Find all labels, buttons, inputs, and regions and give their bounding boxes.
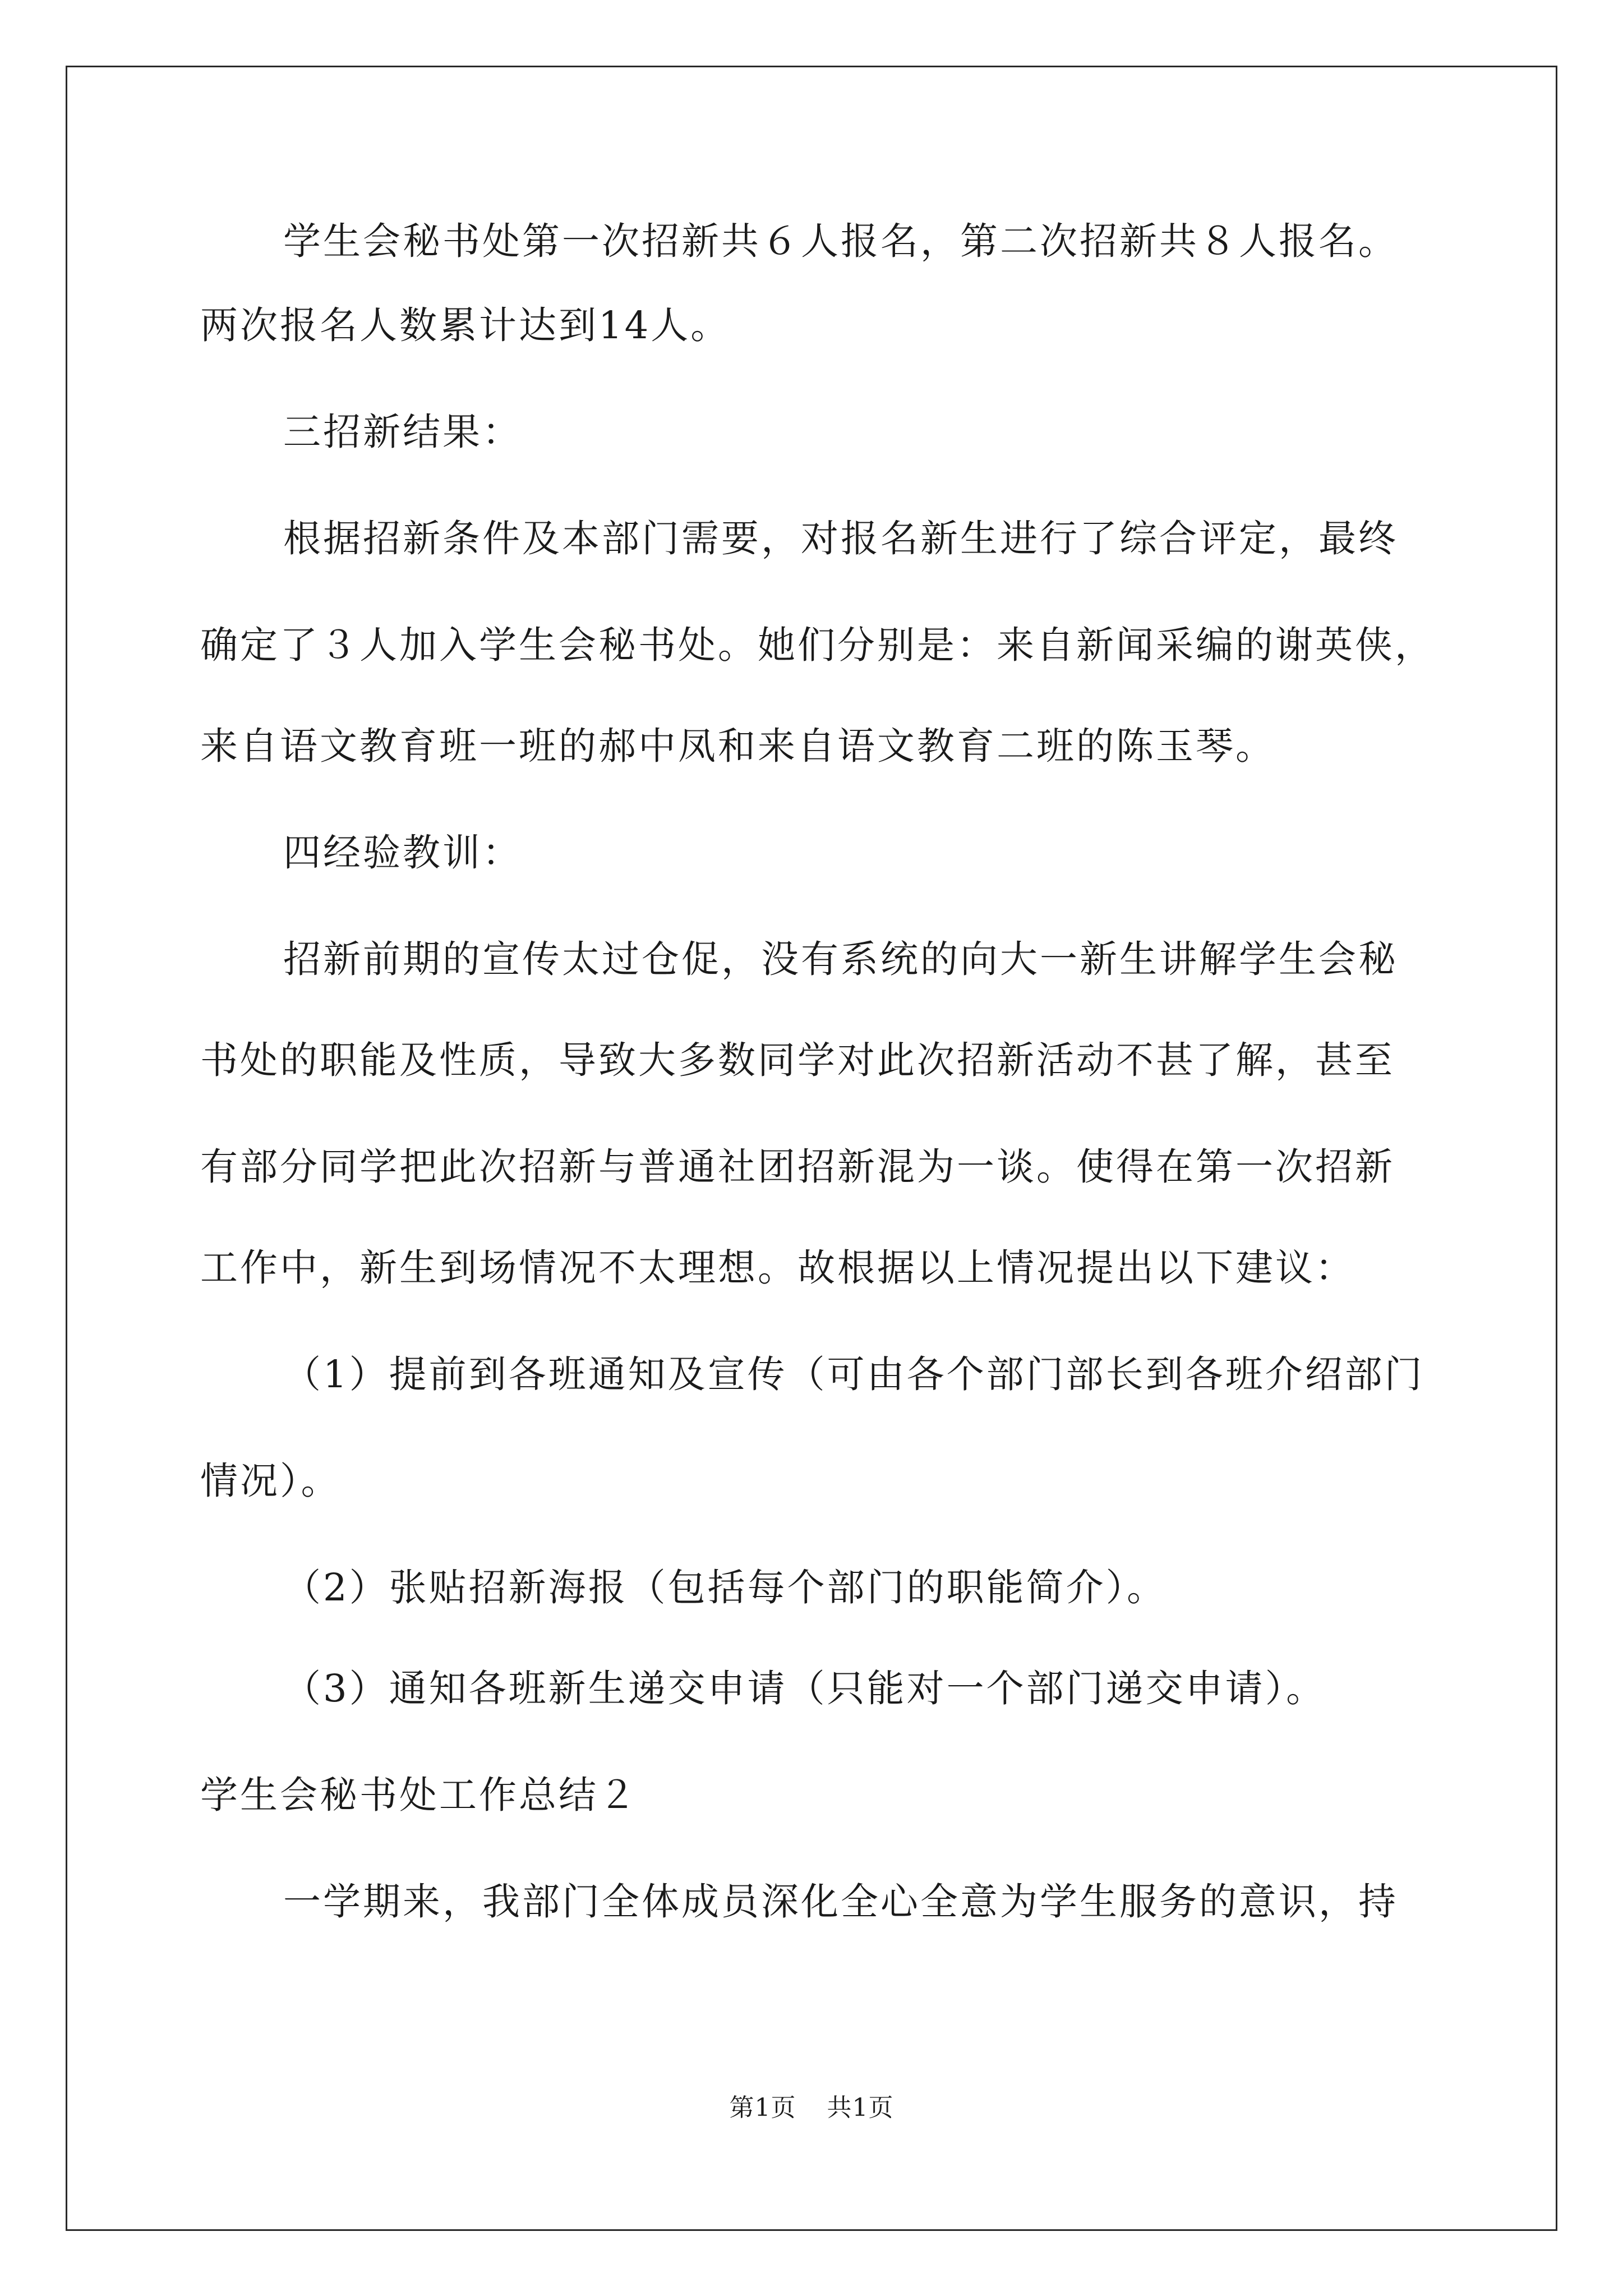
paragraph-line: 两次报名人数累计达到14人。 bbox=[200, 303, 731, 347]
paragraph-line: 有部分同学把此次招新与普通社团招新混为一谈。使得在第一次招新 bbox=[200, 1145, 1395, 1189]
page-footer bbox=[0, 2091, 1623, 2125]
paragraph-line: 一学期来，我部门全体成员深化全心全意为学生服务的意识，持 bbox=[283, 1880, 1398, 1924]
paragraph-line: 招新前期的宣传太过仓促，没有系统的向大一新生讲解学生会秘 bbox=[283, 937, 1398, 981]
paragraph-line: 书处的职能及性质，导致大多数同学对此次招新活动不甚了解，甚至 bbox=[200, 1038, 1395, 1082]
list-item: （2）张贴招新海报（包括每个部门的职能简介）。 bbox=[283, 1566, 1167, 1609]
paragraph-line: 工作中，新生到场情况不太理想。故根据以上情况提出以下建议： bbox=[200, 1246, 1355, 1290]
paragraph-line: 来自语文教育班一班的郝中凤和来自语文教育二班的陈玉琴。 bbox=[200, 724, 1275, 768]
paragraph-line: 情况）。 bbox=[200, 1459, 341, 1503]
section-heading: 三招新结果： bbox=[283, 410, 522, 454]
page-total: 共1页 bbox=[827, 2093, 894, 2122]
document-title: 学生会秘书处工作总结２ bbox=[200, 1773, 638, 1817]
paragraph-line: 根据招新条件及本部门需要，对报名新生进行了综合评定，最终 bbox=[283, 517, 1398, 560]
section-heading: 四经验教训： bbox=[283, 831, 522, 875]
list-item: （3）通知各班新生递交申请（只能对一个部门递交申请）。 bbox=[283, 1667, 1326, 1710]
paragraph-line: 学生会秘书处第一次招新共６人报名，第二次招新共８人报名。 bbox=[283, 219, 1398, 263]
paragraph-line: 确定了３人加入学生会秘书处。她们分别是：来自新闻采编的谢英侠， bbox=[200, 623, 1435, 667]
page-number: 第1页 bbox=[729, 2093, 796, 2122]
list-item: （1）提前到各班通知及宣传（可由各个部门部长到各班介绍部门 bbox=[283, 1352, 1424, 1396]
